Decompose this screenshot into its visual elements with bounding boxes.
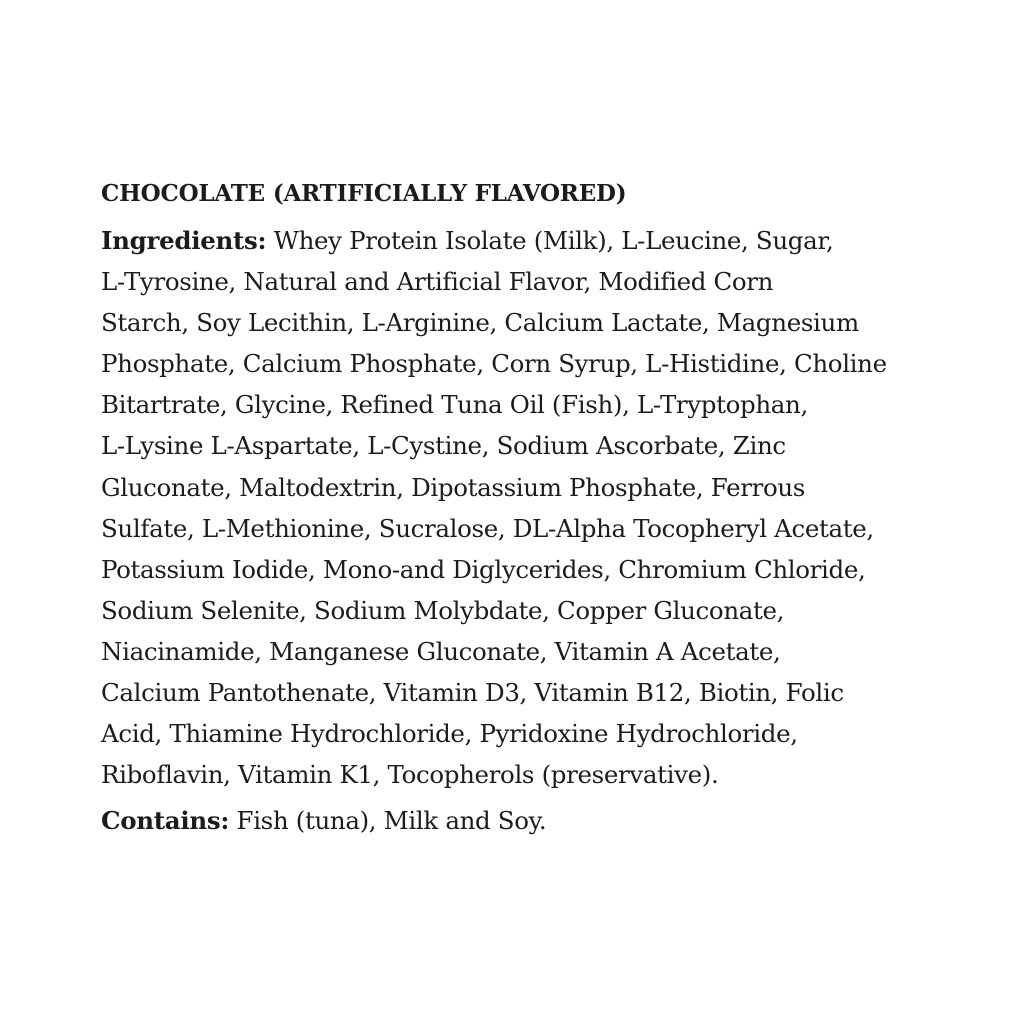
ingredient-label-panel [101, 176, 931, 841]
ingredients-line: Starch, Soy Lecithin, L-Arginine, Calcium Lactate, Magnesium [101, 308, 859, 338]
ingredients-line [101, 220, 931, 261]
ingredients-line: L-Lysine L-Aspartate, L-Cystine, Sodium Ascorbate, Zinc [101, 431, 786, 461]
ingredients-line: Sulfate, L-Methionine, Sucralose, DL-Alpha Tocopheryl Acetate, [101, 513, 874, 543]
ingredients-line: Potassium Iodide, Mono-and Diglycerides, Chromium Chloride, [101, 554, 866, 584]
ingredients-text: Whey Protein Isolate (Milk), L-Leucine, Sugar, [266, 226, 834, 255]
contains-text: Fish (tuna), Milk and Soy. [229, 806, 547, 836]
ingredients-line: Bitartrate, Glycine, Refined Tuna Oil (Fish), L-Tryptophan, [101, 390, 808, 420]
ingredients-line: Sodium Selenite, Sodium Molybdate, Copper Gluconate, [101, 595, 785, 625]
flavor-heading: CHOCOLATE (ARTIFICIALLY FLAVORED) [101, 180, 627, 207]
ingredients-line: Acid, Thiamine Hydrochloride, Pyridoxine Hydrochloride, [101, 719, 798, 749]
ingredients-line: Phosphate, Calcium Phosphate, Corn Syrup, L-Histidine, Choline [101, 349, 887, 379]
allergen-statement [101, 800, 931, 841]
ingredients-line: Gluconate, Maltodextrin, Dipotassium Phosphate, Ferrous [101, 472, 805, 502]
ingredients-line: Riboflavin, Vitamin K1, Tocopherols (preservative). [101, 760, 719, 790]
ingredients-line: Niacinamide, Manganese Gluconate, Vitamin A Acetate, [101, 636, 781, 666]
ingredients-paragraph [101, 220, 931, 795]
ingredients-line: L-Tyrosine, Natural and Artificial Flavor, Modified Corn [101, 267, 774, 297]
ingredients-label: Ingredients: [101, 226, 267, 255]
ingredients-line: Calcium Pantothenate, Vitamin D3, Vitamin B12, Biotin, Folic [101, 678, 844, 708]
contains-label: Contains: [101, 806, 230, 836]
